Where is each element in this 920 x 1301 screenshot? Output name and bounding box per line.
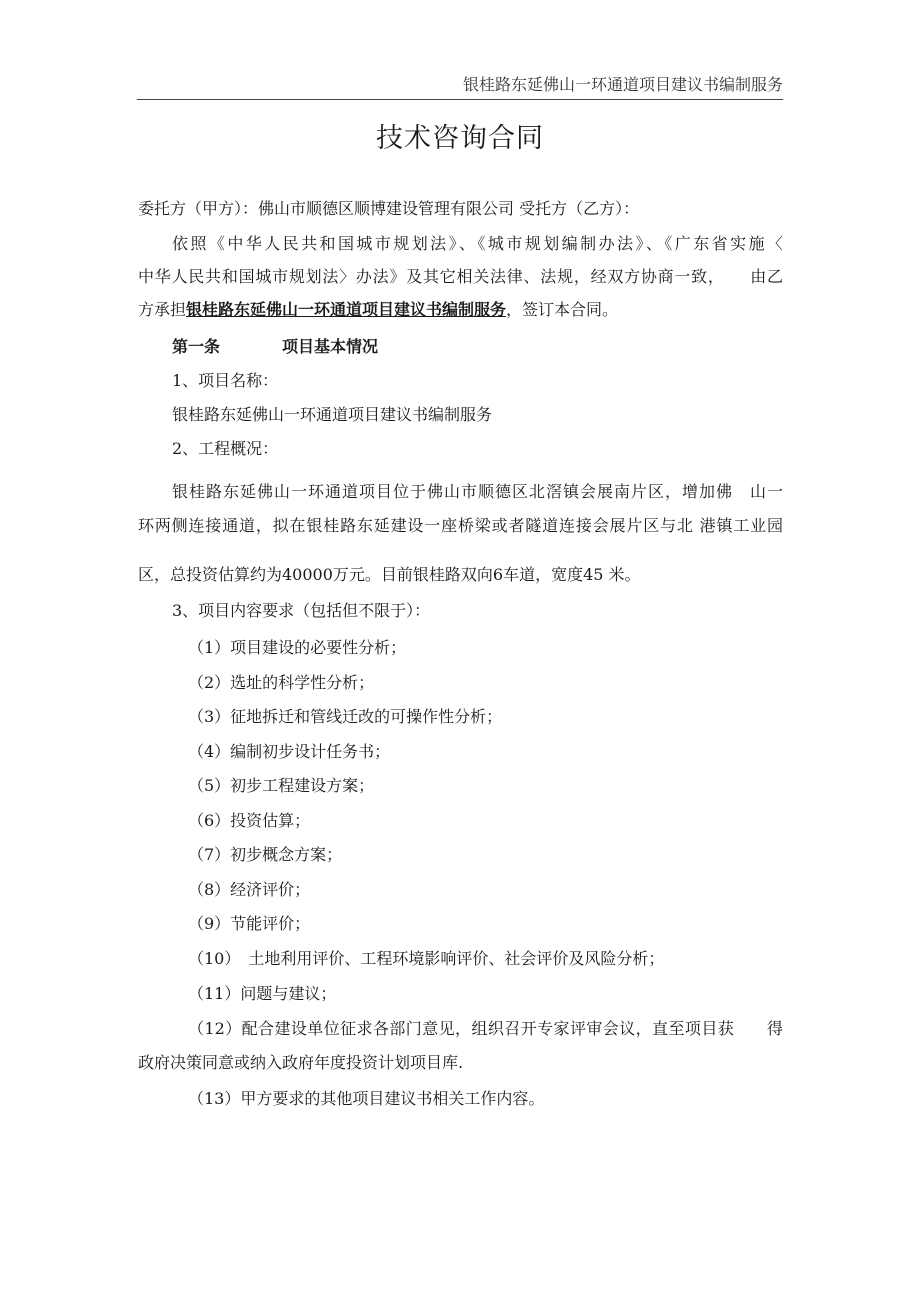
requirement-item: （1）项目建设的必要性分析；	[188, 638, 407, 657]
item-3-label: 3、项目内容要求（包括但不限于）：	[172, 601, 431, 620]
item-2-line-3: 区，总投资估算约为40000万元。目前银桂路双向6车道，宽度45 米。	[138, 565, 641, 584]
parties-line: 委托方（甲方）：佛山市顺德区顺博建设管理有限公司 受托方（乙方）：	[138, 199, 640, 218]
item-2-line-2: 环两侧连接通道，拟在银桂路东延建设一座桥梁或者隧道连接会展片区与北 港镇工业园	[138, 516, 783, 535]
requirement-item: （11）问题与建议；	[188, 984, 337, 1003]
article-1-heading	[172, 336, 783, 358]
requirement-item: （5）初步工程建设方案；	[188, 776, 375, 795]
requirement-item: （9）节能评价；	[188, 914, 311, 933]
running-title: 银桂路东延佛山一环通道项目建议书编制服务	[462, 75, 783, 94]
requirement-item: （7）初步概念方案；	[188, 845, 343, 864]
document-title: 技术咨询合同	[376, 123, 544, 154]
requirement-item: （4）编制初步设计任务书；	[188, 742, 391, 761]
requirement-item: （2）选址的科学性分析；	[188, 673, 375, 692]
intro-line-3	[138, 299, 783, 321]
intro-line-1: 依照《中华人民共和国城市规划法》、《城市规划编制办法》、《广东省实施〈	[172, 234, 783, 253]
project-name-emphasis: 银桂路东延佛山一环通道项目建议书编制服务	[186, 300, 507, 319]
article-title: 项目基本情况	[282, 337, 379, 356]
requirement-item: （3）征地拆迁和管线迁改的可操作性分析；	[188, 707, 503, 726]
article-number: 第一条	[172, 337, 221, 356]
requirement-item: （13）甲方要求的其他项目建议书相关工作内容。	[188, 1089, 545, 1108]
item-1-label: 1、项目名称：	[172, 371, 279, 390]
header-rule	[137, 99, 783, 100]
item-2-label: 2、工程概况：	[172, 439, 279, 458]
requirement-item: （8）经济评价；	[188, 880, 311, 899]
requirement-item-continuation: 政府决策同意或纳入政府年度投资计划项目库.	[138, 1053, 464, 1072]
intro-line-2: 中华人民共和国城市规划法〉办法》及其它相关法律、法规，经双方协商一致， 由乙	[138, 267, 783, 286]
item-1-value: 银桂路东延佛山一环通道项目建议书编制服务	[172, 405, 493, 424]
requirement-item: （10） 土地利用评价、工程环境影响评价、社会评价及风险分析；	[188, 949, 665, 968]
intro-line-3-suffix: ，签订本合同。	[506, 300, 619, 319]
requirement-item: （12）配合建设单位征求各部门意见，组织召开专家评审会议，直至项目获 得	[188, 1019, 783, 1038]
item-2-line-1: 银桂路东延佛山一环通道项目位于佛山市顺德区北滘镇会展南片区，增加佛 山一	[172, 482, 783, 501]
intro-line-3-prefix: 方承担	[138, 300, 187, 319]
requirement-item: （6）投资估算；	[188, 811, 311, 830]
